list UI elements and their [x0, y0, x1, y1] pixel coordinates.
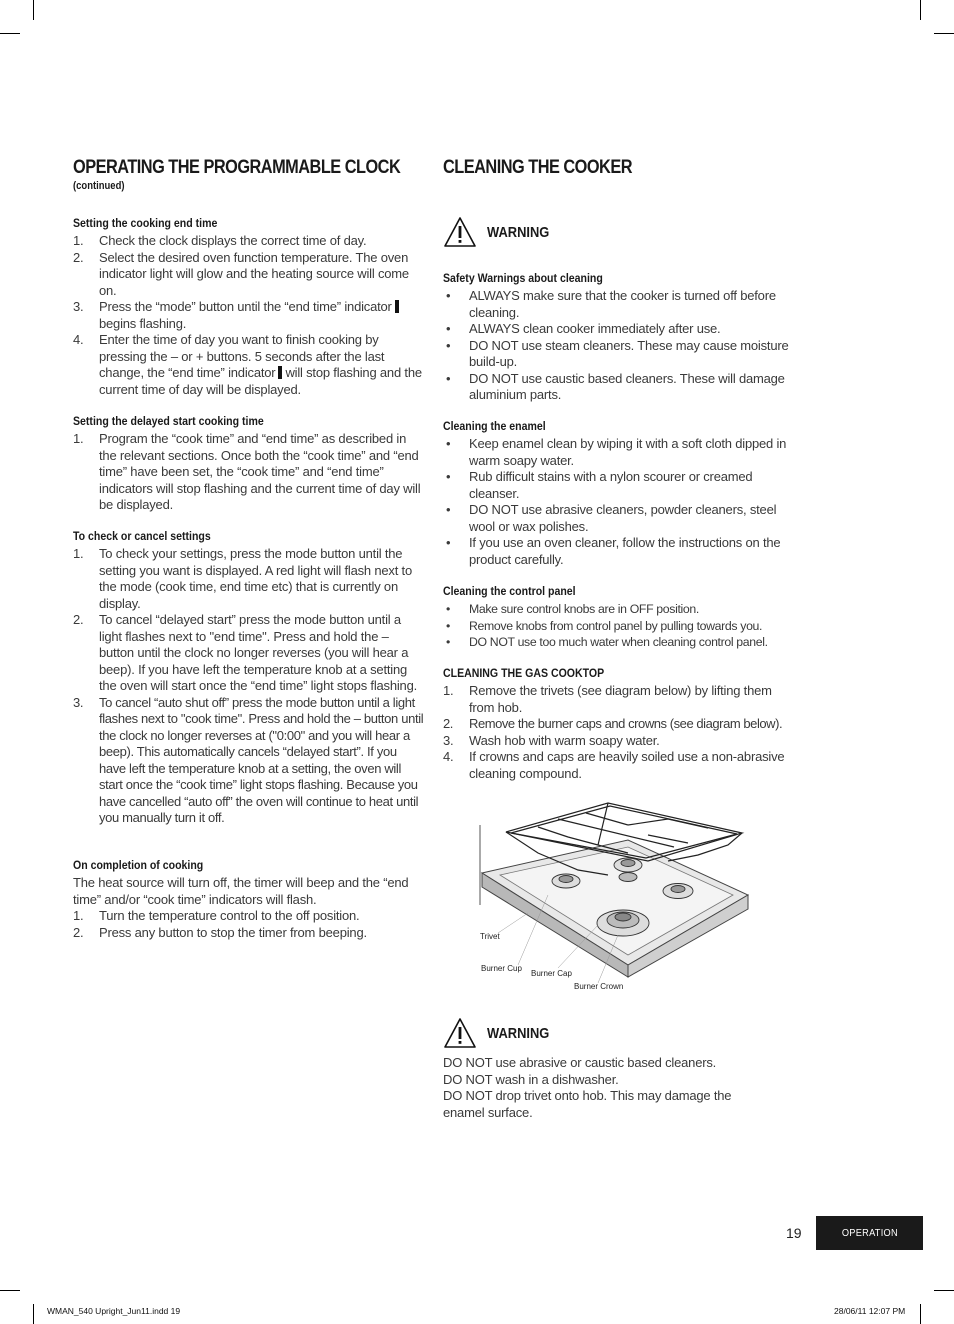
label-burner-cup: Burner Cup — [481, 964, 522, 973]
list-item: • DO NOT use steam cleaners. These may cause moisture build-up. — [446, 337, 789, 369]
list-item: 1. Program the “cook time” and “end time” as described in the relevant sections. Once both the “cook time” and “end time” have been set, the “cook time” and “end time” indicators will stop flashing and the current time of day will be displayed. — [73, 431, 421, 512]
list-item: 1. Turn the temperature control to the off position. — [73, 908, 360, 923]
label-burner-cap: Burner Cap — [531, 969, 572, 978]
warning-line: DO NOT use abrasive or caustic based cleaners. — [443, 1055, 717, 1070]
section-safety — [443, 271, 798, 404]
list-item: 3. Press the “mode” button until the “end time” indicatorbegins flashing. — [73, 299, 425, 332]
footer-date: 28/06/11 12:07 PM — [834, 1306, 906, 1316]
list-item: • ALWAYS make sure that the cooker is turned off before cleaning. — [446, 288, 776, 320]
cooktop-diagram — [478, 795, 758, 995]
warning-triangle-icon — [443, 1017, 477, 1049]
warning-header — [443, 216, 560, 248]
warning-label: WARNING — [487, 223, 550, 241]
section-heading: Setting the cooking end time — [73, 216, 218, 230]
list-item: • If you use an oven cleaner, follow the instructions on the product carefully. — [446, 535, 781, 567]
continued-label: (continued) — [73, 180, 125, 192]
list-item: 2. Press any button to stop the timer from beeping. — [73, 924, 367, 940]
section-heading: Cleaning the enamel — [443, 419, 546, 433]
section-completion — [73, 858, 425, 941]
page-number: 19 — [786, 1225, 802, 1241]
label-burner-crown: Burner Crown — [574, 982, 624, 991]
section-heading: CLEANING THE GAS COOKTOP — [443, 666, 605, 680]
list-item: 2. Select the desired oven function temperature. The oven indicator light will glow and the heating source will come on. — [73, 249, 409, 298]
section-title-clock: OPERATING THE PROGRAMMABLE CLOCK — [73, 157, 401, 178]
section-enamel — [443, 419, 798, 568]
section-title-cleaning: CLEANING THE COOKER — [443, 157, 633, 178]
crop-mark — [0, 1290, 20, 1291]
completion-text: The heat source will turn off, the timer will beep and the “end time” and/or “cook time” indicators will flash. — [73, 875, 409, 907]
list-item: 4. If crowns and caps are heavily soiled use a non-abrasive cleaning compound. — [443, 749, 785, 781]
section-end-time — [73, 216, 425, 398]
section-heading: On completion of cooking — [73, 858, 204, 872]
list-item: • Rub difficult stains with a nylon scourer or creamed cleanser. — [446, 469, 753, 501]
end-time-indicator-icon — [278, 366, 282, 379]
end-time-indicator-icon — [395, 300, 399, 313]
list-item: • Make sure control knobs are in OFF position. — [446, 602, 699, 616]
section-heading: Safety Warnings about cleaning — [443, 271, 603, 285]
list-item: 3. To cancel “auto shut off” press the mode button until a light flashes next to "cook time". Press and hold the – button until the clock no longer reverses at ("0:00" and you will hear a beep). This automatically cancels “delayed start”. If you have left the temperature knob at a setting, the oven will start once the “cook time” light stops flashing. Because you have cancelled “auto off” the oven will continue to heat until you manually turn it off. — [73, 694, 424, 825]
warning-line: DO NOT drop trivet onto hob. This may damage the enamel surface. — [443, 1088, 732, 1120]
warning-triangle-icon — [443, 216, 477, 248]
list-item: • DO NOT use abrasive cleaners, powder cleaners, steel wool or wax polishes. — [446, 502, 777, 534]
section-control-panel — [443, 584, 798, 651]
crop-mark — [920, 1304, 921, 1324]
warning-line: DO NOT wash in a dishwasher. — [443, 1071, 619, 1087]
warning-2-text — [443, 1055, 798, 1121]
section-heading: To check or cancel settings — [73, 529, 211, 543]
list-item: 1. Check the clock displays the correct time of day. — [73, 233, 367, 248]
list-item: 4. Enter the time of day you want to finish cooking by pressing the – or + buttons. 5 seconds after the last change, the “end time” indicator will stop flashing and the current time of day will be displayed. — [73, 332, 422, 397]
list-item: • Remove knobs from control panel by pulling towards you. — [446, 618, 763, 633]
footer-file: WMAN_540 Upright_Jun11.indd 19 — [47, 1306, 181, 1316]
crop-mark — [33, 0, 34, 20]
crop-mark — [33, 1304, 34, 1324]
list-item: 1. To check your settings, press the mode button until the setting you want is displayed. A red light will flash next to the mode (cook time, end time etc) that is currently on display. — [73, 546, 412, 611]
list-item: • Keep enamel clean by wiping it with a soft cloth dipped in warm soapy water. — [446, 436, 787, 468]
list-item: • DO NOT use too much water when cleaning control panel. — [446, 635, 768, 649]
crop-mark — [934, 1290, 954, 1291]
section-tab: OPERATION — [816, 1216, 923, 1250]
section-delayed-start — [73, 414, 425, 514]
list-item: 3. Wash hob with warm soapy water. — [443, 732, 660, 748]
list-item: • DO NOT use caustic based cleaners. These will damage aluminium parts. — [446, 370, 785, 402]
section-heading: Cleaning the control panel — [443, 584, 576, 598]
label-trivet: Trivet — [480, 932, 500, 941]
list-item: 2. To cancel “delayed start” press the mode button until a light flashes next to "end time". Press and hold the – button until the clock no longer reverses (you will hear a beep). If you have left the temperature knob at a setting the oven will start once the “end time” light stops flashing. — [73, 612, 418, 693]
section-gas-cooktop — [443, 666, 798, 782]
crop-mark — [934, 33, 954, 34]
list-item: • ALWAYS clean cooker immediately after use. — [446, 321, 721, 336]
crop-mark — [920, 0, 921, 20]
list-item: 2. Remove the burner caps and crowns (see diagram below). — [443, 716, 783, 731]
crop-mark — [0, 33, 20, 34]
section-heading: Setting the delayed start cooking time — [73, 414, 264, 428]
section-check-cancel — [73, 529, 425, 827]
warning-header-2 — [443, 1017, 560, 1049]
warning-label: WARNING — [487, 1024, 550, 1042]
list-item: 1. Remove the trivets (see diagram below) by lifting them from hob. — [443, 683, 772, 715]
